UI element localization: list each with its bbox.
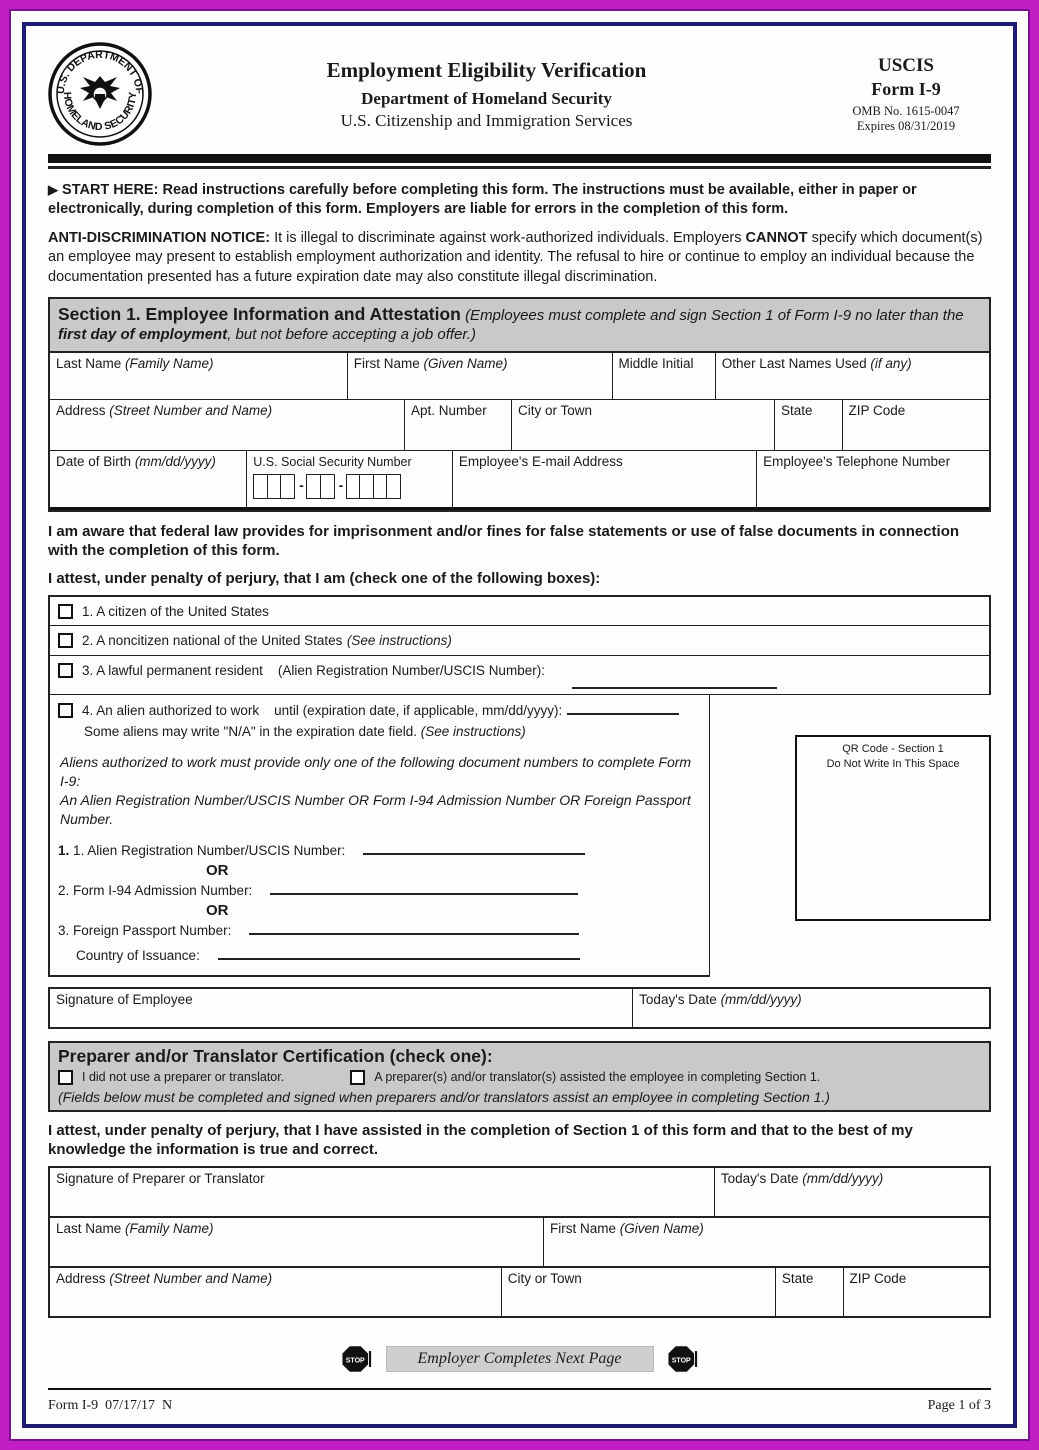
dob-label: Date of Birth <box>56 453 132 469</box>
option-permanent-resident-row <box>48 655 991 695</box>
alien-number-writein-line[interactable] <box>572 680 777 689</box>
option-alien-authorized-box <box>48 694 710 977</box>
foreign-passport-label: 3. Foreign Passport Number: <box>58 922 232 938</box>
preparer-city-label: City or Town <box>507 1270 582 1286</box>
apt-number-field[interactable] <box>404 400 511 450</box>
address-field[interactable] <box>50 400 404 450</box>
preparer-city-field[interactable] <box>501 1268 775 1316</box>
anti-discrimination-cannot: CANNOT <box>745 230 808 247</box>
first-name-note: (Given Name) <box>423 355 508 371</box>
i94-admission-label: 2. Form I-94 Admission Number: <box>58 882 253 898</box>
anti-discrimination-paragraph <box>48 229 991 286</box>
middle-initial-label: Middle Initial <box>618 355 694 371</box>
city-field[interactable] <box>511 400 774 450</box>
seal-top-text: U.S. DEPARTMENT OF <box>54 48 146 95</box>
preparer-section-header <box>48 1041 991 1112</box>
section1-note-1: (Employees must complete and sign Section 1 of Form I-9 no later than the <box>465 306 964 324</box>
country-of-issuance-label: Country of Issuance: <box>76 947 200 963</box>
address-row <box>50 399 989 450</box>
alien-authorized-label: 4. An alien authorized to work until (expiration date, if applicable, mm/dd/yyyy): <box>82 703 563 719</box>
preparer-date-label: Today's Date <box>720 1170 799 1186</box>
preparer-signature-field[interactable] <box>50 1168 714 1216</box>
uscis-label: USCIS <box>878 54 934 76</box>
qr-label-2: Do Not Write In This Space <box>826 758 960 771</box>
omb-number: OMB No. 1615-0047 <box>852 103 960 118</box>
ssn-dash: - <box>299 477 304 493</box>
last-name-label: Last Name <box>56 355 122 371</box>
preparer-zip-label: ZIP Code <box>849 1270 907 1286</box>
country-of-issuance-writein-line[interactable] <box>218 950 580 960</box>
state-field[interactable] <box>774 400 842 450</box>
last-name-field[interactable] <box>50 353 347 399</box>
footer-form-id: Form I-9 07/17/17 N <box>48 1397 173 1413</box>
first-name-field[interactable] <box>347 353 612 399</box>
email-field[interactable] <box>452 451 756 507</box>
preparer-last-name-field[interactable] <box>50 1218 543 1266</box>
employee-date-note: (mm/dd/yyyy) <box>720 991 802 1007</box>
preparer-name-row <box>50 1216 989 1266</box>
footer-page-number: Page 1 of 3 <box>927 1397 991 1413</box>
preparer-date-field[interactable] <box>714 1168 989 1216</box>
other-last-names-field[interactable] <box>715 353 989 399</box>
employee-signature-label: Signature of Employee <box>56 991 193 1007</box>
no-preparer-label: I did not use a preparer or translator. <box>82 1070 285 1085</box>
footer <box>48 1398 991 1414</box>
employee-info-table <box>48 353 991 512</box>
form-number-label: Form I-9 <box>871 78 941 99</box>
dob-ssn-row <box>50 450 989 510</box>
header-form-id <box>821 55 991 134</box>
email-label: Employee's E-mail Address <box>458 453 623 469</box>
preparer-table <box>48 1166 991 1318</box>
form-page <box>22 22 1017 1428</box>
used-preparer-label: A preparer(s) and/or translator(s) assisted the employee in completing Section 1. <box>374 1070 821 1085</box>
preparer-first-name-label: First Name <box>549 1220 616 1236</box>
start-arrow-icon: ▶ <box>48 182 58 197</box>
or-separator-2: OR <box>206 901 229 919</box>
preparer-state-label: State <box>781 1270 814 1286</box>
zip-label: ZIP Code <box>848 402 906 418</box>
ssn-box[interactable] <box>280 474 295 499</box>
stop-sign-icon <box>668 1344 698 1374</box>
form-header <box>48 42 991 146</box>
start-here-label: START HERE: <box>62 182 159 198</box>
employee-date-label: Today's Date <box>639 991 717 1007</box>
citizen-label: 1. A citizen of the United States <box>82 603 269 619</box>
address-label: Address <box>56 402 106 418</box>
alien-registration-label: 1. Alien Registration Number/USCIS Number: <box>73 842 346 858</box>
preparer-fields-note: (Fields below must be completed and signed when preparers and/or translators assist an employee in completing Section 1.) <box>58 1088 830 1105</box>
dob-field[interactable] <box>50 451 246 507</box>
no-preparer-checkbox[interactable] <box>58 1070 73 1085</box>
option-noncitizen-row <box>48 625 991 656</box>
other-last-names-label: Other Last Names Used <box>721 355 867 371</box>
ssn-dash: - <box>338 477 344 493</box>
stop-sign-text: STOP <box>671 1357 691 1365</box>
state-label: State <box>780 402 813 418</box>
permanent-resident-checkbox[interactable] <box>58 663 73 678</box>
ssn-boxes[interactable] <box>253 474 446 499</box>
alien-authorized-checkbox[interactable] <box>58 703 73 718</box>
preparer-last-name-note: (Family Name) <box>125 1220 214 1236</box>
noncitizen-label: 2. A noncitizen national of the United States <box>82 633 343 649</box>
employee-date-field[interactable] <box>632 989 989 1027</box>
employer-next-page-banner: Employer Completes Next Page <box>386 1346 654 1372</box>
ssn-field[interactable] <box>246 451 452 507</box>
start-here-text: Read instructions carefully before completing this form. The instructions must be available, either in paper or electronically, during completion of this form. Employers are liable for errors in the completion of this form. <box>48 182 917 218</box>
apt-number-label: Apt. Number <box>411 402 487 418</box>
noncitizen-checkbox[interactable] <box>58 633 73 648</box>
anti-discrimination-text-2: specify which document(s) an employee may present to establish employment authorization and identity. The refusal to hire or continue to employ an individual because the documentation presented has a future expiration date may also constitute illegal discrimination. <box>48 230 983 285</box>
header-divider-thin <box>48 166 991 169</box>
preparer-signature-label: Signature of Preparer or Translator <box>56 1170 265 1186</box>
form-agency: U.S. Citizenship and Immigration Services <box>340 110 633 130</box>
stop-banner-row <box>48 1344 991 1374</box>
option-citizen-row <box>48 595 991 627</box>
anti-discrimination-label: ANTI-DISCRIMINATION NOTICE: <box>48 230 271 247</box>
alien-docs-note-2: An Alien Registration Number/USCIS Number OR Form I-94 Admission Number OR Foreign Passport Number. <box>60 792 691 828</box>
address-note: (Street Number and Name) <box>109 402 273 418</box>
first-name-label: First Name <box>353 355 420 371</box>
preparer-attest-text: I attest, under penalty of perjury, that I have assisted in the completion of Section 1 of this form and that to the best of my knowledge the information is true and correct. <box>48 1121 913 1159</box>
preparer-address-row <box>50 1266 989 1316</box>
used-preparer-checkbox[interactable] <box>350 1070 365 1085</box>
section1-note-bold: first day of employment <box>58 326 228 344</box>
noncitizen-note: (See instructions) <box>346 633 452 649</box>
header-titles <box>152 58 821 131</box>
section1-title: Section 1. Employee Information and Attestation <box>58 303 461 324</box>
other-last-names-note: (if any) <box>870 355 912 371</box>
expiry-date: Expires 08/31/2019 <box>856 118 956 133</box>
preparer-address-note: (Street Number and Name) <box>109 1270 273 1286</box>
employee-signature-field[interactable] <box>50 989 632 1027</box>
federal-law-notice: I am aware that federal law provides for imprisonment and/or fines for false statements or use of false documents in connection with the completion of this form. <box>48 522 960 560</box>
attest-instruction: I attest, under penalty of perjury, that I am (check one of the following boxes): <box>48 569 601 587</box>
ssn-box[interactable] <box>386 474 401 499</box>
dhs-seal-icon <box>48 42 152 146</box>
stop-sign-text: STOP <box>345 1357 365 1365</box>
preparer-address-label: Address <box>56 1270 106 1286</box>
header-divider-thick <box>48 154 991 163</box>
preparer-last-name-label: Last Name <box>56 1220 122 1236</box>
option4-zone <box>48 695 991 977</box>
preparer-zip-field[interactable] <box>843 1268 989 1316</box>
preparer-first-name-field[interactable] <box>543 1218 989 1266</box>
anti-discrimination-text-1: It is illegal to discriminate against work-authorized individuals. Employers <box>274 230 742 247</box>
preparer-address-field[interactable] <box>50 1268 501 1316</box>
preparer-date-note: (mm/dd/yyyy) <box>802 1170 884 1186</box>
preparer-signature-row <box>50 1168 989 1216</box>
last-name-note: (Family Name) <box>125 355 214 371</box>
footer-divider <box>48 1388 991 1390</box>
citizen-checkbox[interactable] <box>58 604 73 619</box>
permanent-resident-label: 3. A lawful permanent resident (Alien Registration Number/USCIS Number): <box>82 663 545 679</box>
qr-code-box <box>795 735 991 921</box>
or-separator-1: OR <box>206 861 229 879</box>
form-title: Employment Eligibility Verification <box>326 57 647 82</box>
form-dept: Department of Homeland Security <box>361 88 612 108</box>
stop-sign-icon <box>342 1344 372 1374</box>
ssn-box[interactable] <box>320 474 335 499</box>
employee-signature-table <box>48 987 991 1029</box>
alien-na-see-instructions: (See instructions) <box>420 724 526 740</box>
dob-note: (mm/dd/yyyy) <box>134 453 216 469</box>
preparer-state-field[interactable] <box>775 1268 843 1316</box>
section1-note-2: , but not before accepting a job offer.) <box>227 326 476 344</box>
alien-na-note: Some aliens may write "N/A" in the expiration date field. <box>84 724 417 740</box>
preparer-title: Preparer and/or Translator Certification (check one): <box>58 1045 493 1066</box>
middle-initial-field[interactable] <box>612 353 715 399</box>
phone-field[interactable] <box>756 451 989 507</box>
section1-header <box>48 297 991 353</box>
phone-label: Employee's Telephone Number <box>763 453 951 469</box>
alien-registration-writein-line[interactable] <box>363 845 585 855</box>
zip-field[interactable] <box>842 400 989 450</box>
foreign-passport-writein-line[interactable] <box>249 925 579 935</box>
name-row <box>50 353 989 399</box>
city-label: City or Town <box>518 402 593 418</box>
ssn-label: U.S. Social Security Number <box>253 454 412 469</box>
expiration-date-writein-line[interactable] <box>567 705 679 715</box>
i94-admission-writein-line[interactable] <box>270 885 578 895</box>
seal-bottom-text: HOMELAND SECURITY <box>60 91 140 134</box>
doc1-number: 1. <box>58 842 70 858</box>
alien-docs-note-1: Aliens authorized to work must provide only one of the following document numbers to complete Form I-9: <box>60 754 692 790</box>
qr-label-1: QR Code - Section 1 <box>842 743 944 756</box>
alien-doc-list <box>58 843 699 963</box>
preparer-first-name-note: (Given Name) <box>619 1220 704 1236</box>
start-here-paragraph <box>48 181 991 219</box>
